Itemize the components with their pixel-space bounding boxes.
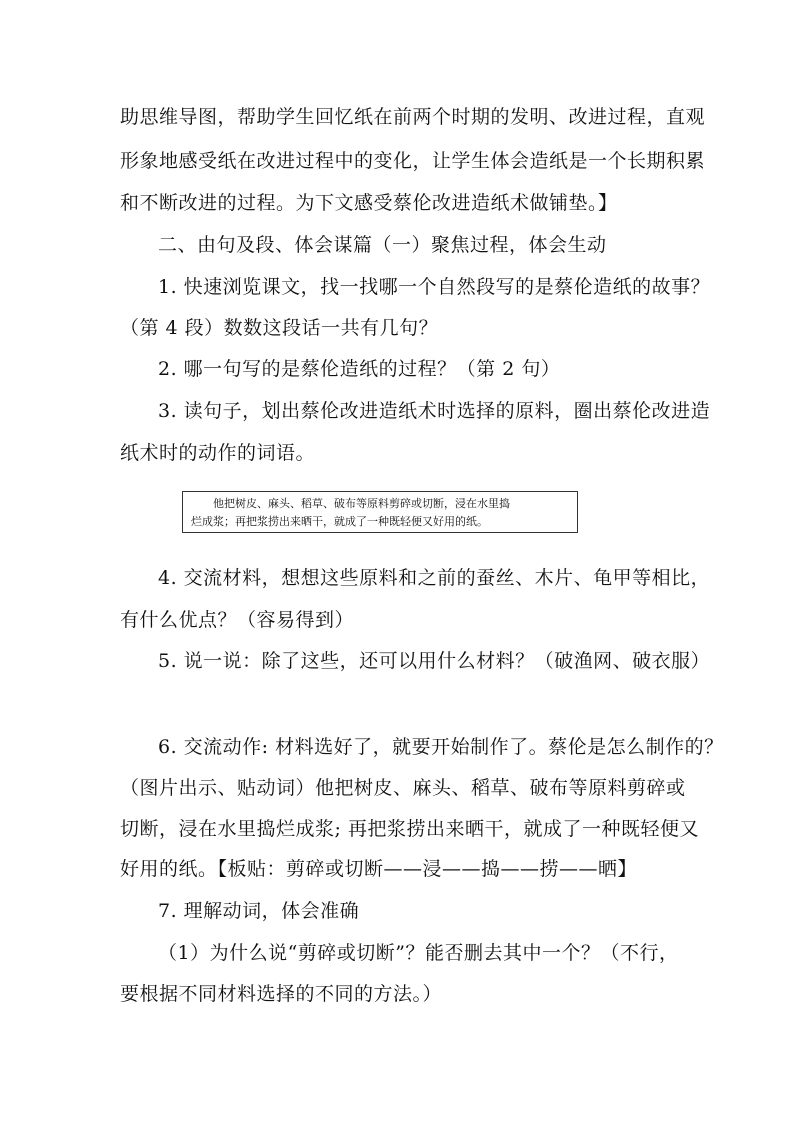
question-line: （第 4 段）数数这段话一共有几句？ (120, 317, 439, 339)
question-line: 7. 理解动词，体会准确 (158, 900, 360, 922)
question-line: 纸术时的动作的词语。 (120, 442, 316, 464)
question-line: 好用的纸。【板贴：剪碎或切断——浸——捣——捞——晒】 (120, 858, 638, 880)
question-line: （图片出示、贴动词）他把树皮、麻头、稻草、破布等原料剪碎或 (120, 777, 686, 799)
question-line: 有什么优点？（容易得到） (120, 609, 355, 631)
sub-question-line: （1）为什么说“剪碎或切断”？能否删去其中一个？（不行， (158, 942, 679, 964)
quote-box (182, 491, 578, 533)
question-line: 4. 交流材料，想想这些原料和之前的蚕丝、木片、龟甲等相比， (158, 567, 711, 589)
question-line: 2. 哪一句写的是蔡伦造纸的过程？（第 2 句） (158, 358, 561, 380)
sub-question-line: 要根据不同材料选择的不同的方法。） (120, 983, 443, 1005)
question-line: 1. 快速浏览课文，找一找哪一个自然段写的是蔡伦造纸的故事？ (158, 276, 711, 298)
quote-line: 烂成浆；再把浆捞出来晒干，就成了一种既轻便又好用的纸。 (191, 515, 488, 528)
question-line: 切断，浸在水里捣烂成浆; 再把浆捞出来晒干，就成了一种既轻便又 (120, 818, 699, 840)
question-line: 5. 说一说：除了这些，还可以用什么材料？（破渔网、破衣服） (158, 650, 711, 672)
paragraph-line: 助思维导图，帮助学生回忆纸在前两个时期的发明、改进过程，直观 (120, 106, 706, 128)
question-line: 6. 交流动作: 材料选好了，就要开始制作了。蔡伦是怎么制作的？ (158, 736, 724, 758)
paragraph-line: 形象地感受纸在改进过程中的变化，让学生体会造纸是一个长期积累 (120, 150, 706, 172)
section-heading: 二、由句及段、体会谋篇（一）聚焦过程，体会生动 (158, 234, 607, 256)
question-line: 3. 读句子，划出蔡伦改进造纸术时选择的原料，圈出蔡伦改进造 (158, 400, 711, 422)
paragraph-line: 和不断改进的过程。为下文感受蔡伦改进造纸术做铺垫。】 (120, 192, 618, 214)
quote-line: 他把树皮、麻头、稻草、破布等原料剪碎或切断，浸在水里捣 (213, 497, 510, 510)
